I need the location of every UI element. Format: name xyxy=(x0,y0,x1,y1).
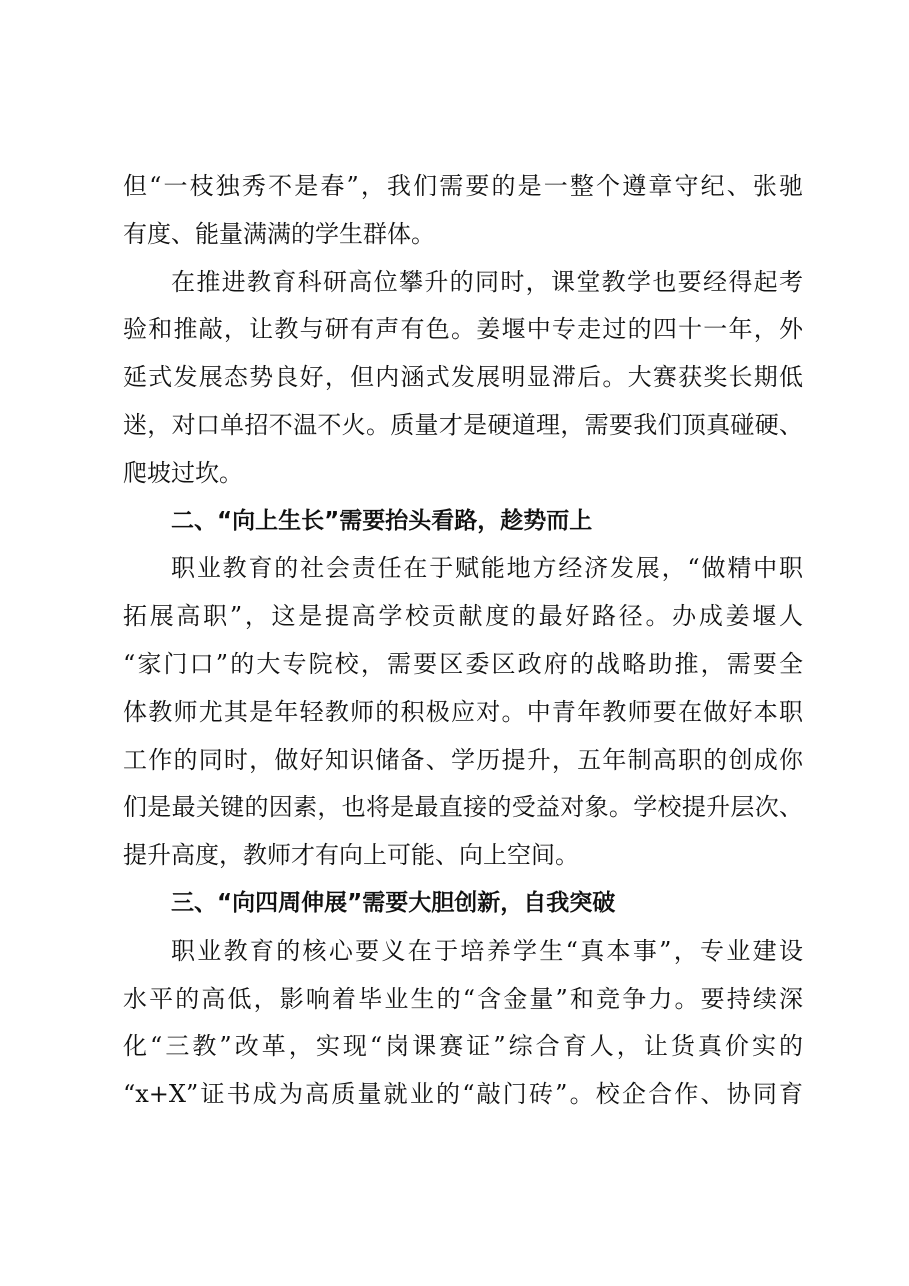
text-line: 验和推敲，让教与研有声有色。姜堰中专走过的四十一年，外 xyxy=(123,315,803,344)
text-line: 爬坡过坎。 xyxy=(123,458,243,487)
text-line: 提升高度，教师才有向上可能、向上空间。 xyxy=(123,841,579,870)
text-line: “家门口”的大专院校，需要区委区政府的战略助推，需要全 xyxy=(123,649,803,678)
text-line: “x+X”证书成为高质量就业的“敲门砖”。校企合作、协同育 xyxy=(123,1080,803,1109)
text-line: 化“三教”改革，实现“岗课赛证”综合育人，让货真价实的 xyxy=(123,1032,803,1061)
text-line: 们是最关键的因素，也将是最直接的受益对象。学校提升层次、 xyxy=(123,793,803,822)
text-line: 但“一枝独秀不是春”，我们需要的是一整个遵章守纪、张驰 xyxy=(123,172,803,200)
text-line: 职业教育的社会责任在于赋能地方经济发展，“做精中职 xyxy=(171,554,803,583)
text-line: 在推进教育科研高位攀升的同时，课堂教学也要经得起考 xyxy=(171,267,803,296)
document-body xyxy=(123,163,803,1119)
text-line: 水平的高低，影响着毕业生的“含金量”和竞争力。要持续深 xyxy=(123,984,803,1013)
text-line: 职业教育的核心要义在于培养学生“真本事”，专业建设 xyxy=(171,936,803,965)
section-heading-3: 三、“向四周伸展”需要大胆创新，自我突破 xyxy=(171,889,616,916)
text-line: 有度、能量满满的学生群体。 xyxy=(123,219,435,248)
text-line: 工作的同时，做好知识储备、学历提升，五年制高职的创成你 xyxy=(123,745,803,774)
text-line: 拓展高职”，这是提高学校贡献度的最好路径。办成姜堰人 xyxy=(123,602,803,631)
text-line: 迷，对口单招不温不火。质量才是硬道理，需要我们顶真碰硬、 xyxy=(123,410,803,439)
text-line: 延式发展态势良好，但内涵式发展明显滞后。大赛获奖长期低 xyxy=(123,363,803,392)
text-line: 体教师尤其是年轻教师的积极应对。中青年教师要在做好本职 xyxy=(123,697,803,726)
section-heading-2: 二、“向上生长”需要抬头看路，趁势而上 xyxy=(171,507,593,534)
